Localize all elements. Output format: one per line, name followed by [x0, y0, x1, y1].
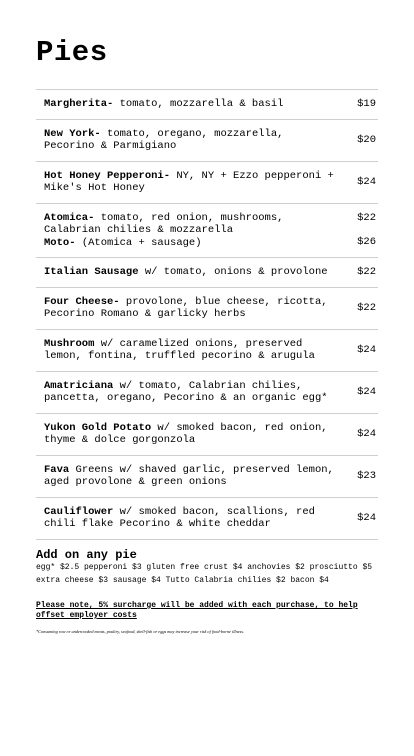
- item-name: Atomica-: [44, 211, 95, 224]
- item-name: Cauliflower: [44, 505, 114, 518]
- item-name: Italian Sausage: [44, 266, 139, 278]
- item-description: w/ caramelized onions, preserved lemon, fontina, truffled pecorino & arugula: [44, 337, 315, 362]
- addons-heading: Add on any pie: [36, 548, 137, 562]
- item-name: Amatriciana: [44, 379, 114, 392]
- item-description: w/ smoked bacon, red onion, thyme & dolce gorgonzola: [44, 421, 328, 446]
- item-description: w/ tomato, Calabrian chilies, pancetta, oregano, Pecorino & an organic egg*: [44, 379, 328, 404]
- item-price: $24: [357, 175, 376, 188]
- item-name: Fava: [44, 463, 70, 476]
- item-name: Yukon Gold Potato: [44, 421, 152, 434]
- item-description: w/ tomato, onions & provolone: [138, 266, 328, 278]
- surcharge-note: Please note, 5% surcharge will be added with each purchase, to help offset employer costs: [36, 601, 358, 620]
- menu-item: [36, 287, 378, 329]
- pie-list: [36, 89, 378, 540]
- menu-item: [36, 455, 378, 497]
- item-name: New York-: [44, 127, 101, 140]
- item-description: tomato, red onion, mushrooms, Calabrian chilies & mozzarella: [44, 211, 284, 236]
- item-description: tomato, mozzarella & basil: [113, 98, 284, 110]
- item-name: Mushroom: [44, 337, 95, 350]
- menu-item: [36, 257, 378, 287]
- menu-item: [36, 329, 378, 371]
- addons-list: egg* $2.5 pepperoni $3 gluten free crust $4 anchovies $2 prosciutto $5 extra cheese $3 sausage $4 Tutto Calabria chilies $2 bacon $4: [36, 563, 373, 585]
- item-description: (Atomica + sausage): [75, 236, 202, 249]
- item-price: $23: [357, 469, 376, 482]
- item-description: provolone, blue cheese, ricotta, Pecorino Romano & garlicky herbs: [44, 295, 328, 320]
- menu-item: [36, 203, 378, 258]
- item-description: Greens w/ shaved garlic, preserved lemon, aged provolone & green onions: [44, 463, 334, 488]
- item-price: $19: [357, 98, 376, 110]
- menu-item: [36, 89, 378, 119]
- item-description: tomato, oregano, mozzarella, Pecorino & Parmigiano: [44, 127, 284, 152]
- item-price: $24: [357, 427, 376, 440]
- item-price: $22: [357, 301, 376, 314]
- item-price: $22: [357, 211, 376, 224]
- item-name: Margherita-: [44, 98, 114, 110]
- item-name: Moto-: [44, 236, 76, 249]
- menu-item: [36, 371, 378, 413]
- item-price: $26: [357, 236, 376, 248]
- item-description: NY, NY + Ezzo pepperoni + Mike's Hot Honey: [44, 169, 334, 194]
- item-price: $22: [357, 266, 376, 278]
- item-price: $24: [357, 511, 376, 524]
- menu-item: [36, 161, 378, 203]
- item-price: $24: [357, 343, 376, 356]
- item-description: w/ smoked bacon, scallions, red chili flake Pecorino & white cheddar: [44, 505, 315, 530]
- health-disclaimer: *Consuming raw or undercooked meats, poultry, seafood, shell-fish or eggs may increase your risk of food-borne illness.: [36, 629, 245, 634]
- menu-item: [36, 119, 378, 161]
- item-name: Four Cheese-: [44, 295, 120, 308]
- page-title: Pies: [36, 36, 108, 69]
- menu-item: [36, 497, 378, 540]
- item-price: $20: [357, 133, 376, 146]
- item-price: $24: [357, 385, 376, 398]
- item-name: Hot Honey Pepperoni-: [44, 169, 171, 182]
- menu-item: [36, 413, 378, 455]
